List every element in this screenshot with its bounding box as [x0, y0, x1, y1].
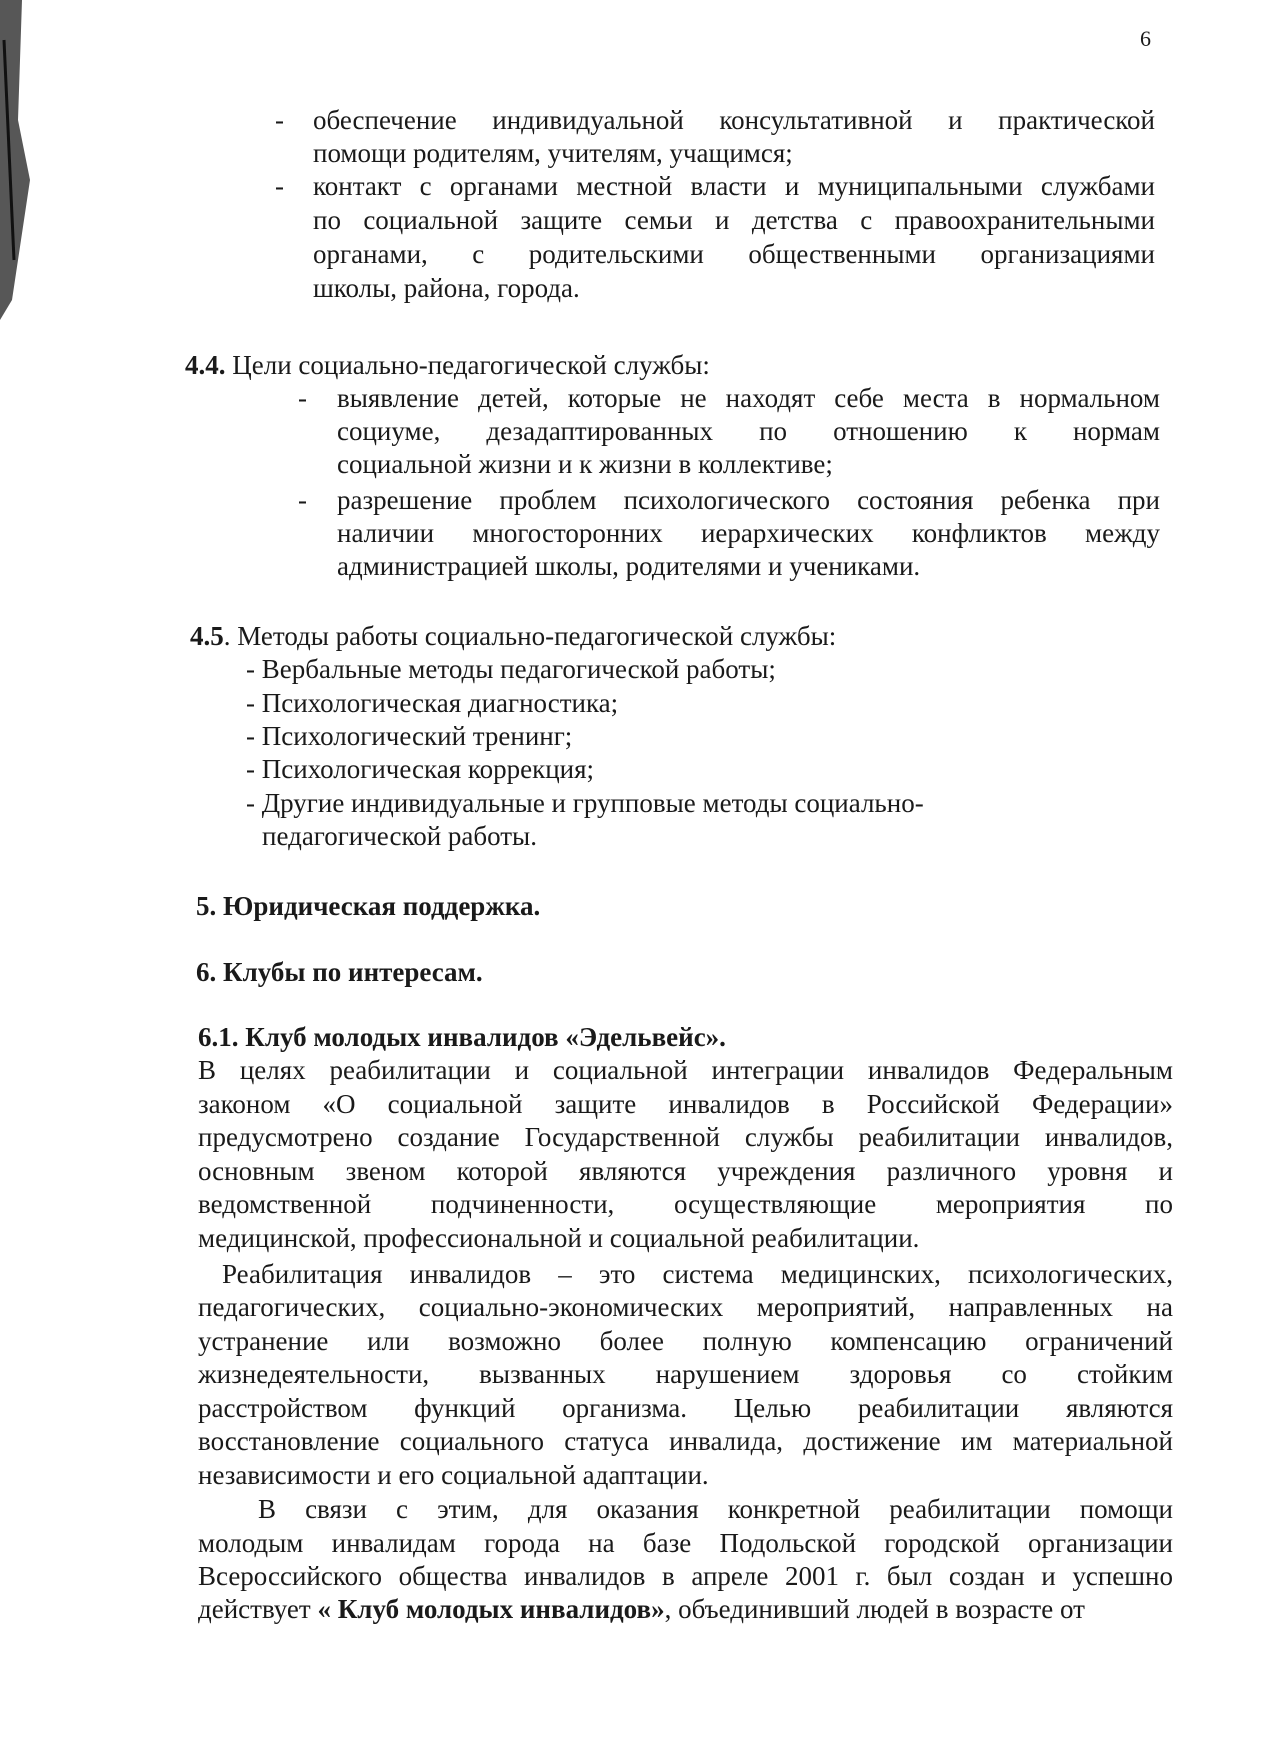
paragraph-line: молодым инвалидам города на базе Подольской городской организации	[198, 1528, 1173, 1558]
section-title: . Методы работы социально-педагогической службы:	[223, 621, 837, 651]
list-item-line: наличии многосторонних иерархических конфликтов между	[337, 518, 1160, 548]
list-item-line: администрацией школы, родителями и учениками.	[337, 551, 921, 581]
list-item-line: обеспечение индивидуальной консультативной и практической	[313, 105, 1155, 135]
list-item-line: школы, района, города.	[313, 273, 580, 303]
method-item: - Вербальные методы педагогической работы;	[246, 654, 776, 684]
text-fragment: действует	[198, 1594, 318, 1624]
section-4-4-heading	[185, 348, 710, 382]
list-bullet: -	[275, 171, 284, 201]
scan-edge-artifact	[0, 0, 40, 360]
paragraph-line: медицинской, профессиональной и социальной реабилитации.	[198, 1223, 920, 1253]
list-item-line: выявление детей, которые не находят себе места в нормальном	[337, 383, 1160, 413]
paragraph-line: В целях реабилитации и социальной интеграции инвалидов Федеральным	[198, 1055, 1173, 1085]
section-number: 4.4.	[185, 350, 226, 380]
list-item-line: социуме, дезадаптированных по отношению к нормам	[337, 416, 1160, 446]
paragraph-line: педагогических, социально-экономических мероприятий, направленных на	[198, 1292, 1173, 1322]
method-item: - Психологическая диагностика;	[246, 688, 619, 718]
paragraph-line: В связи с этим, для оказания конкретной реабилитации помощи	[258, 1494, 1173, 1524]
paragraph-line: ведомственной подчиненности, осуществляющие мероприятия по	[198, 1189, 1173, 1219]
list-bullet: -	[298, 383, 307, 413]
paragraph-line: Всероссийского общества инвалидов в апреле 2001 г. был создан и успешно	[198, 1561, 1173, 1591]
list-item-line: помощи родителям, учителям, учащимся;	[313, 138, 793, 168]
list-bullet: -	[275, 105, 284, 135]
paragraph-line: устранение или возможно более полную компенсацию ограничений	[198, 1326, 1173, 1356]
paragraph-line: Реабилитация инвалидов – это система медицинских, психологических,	[222, 1259, 1173, 1289]
list-item-line: контакт с органами местной власти и муниципальными службами	[313, 171, 1155, 201]
list-bullet: -	[298, 485, 307, 515]
list-item-line: социальной жизни и к жизни в коллективе;	[337, 449, 833, 479]
section-6-1-heading: 6.1. Клуб молодых инвалидов «Эдельвейс».	[198, 1022, 726, 1052]
paragraph-line: законом «О социальной защите инвалидов в Российской Федерации»	[198, 1089, 1173, 1119]
paragraph-line: расстройством функций организма. Целью реабилитации являются	[198, 1393, 1173, 1423]
paragraph-line: жизнедеятельности, вызванных нарушением здоровья со стойким	[198, 1359, 1173, 1389]
method-item: педагогической работы.	[262, 821, 537, 851]
paragraph-line	[198, 1592, 1085, 1626]
section-4-5-heading	[190, 619, 836, 653]
page-number: 6	[1140, 26, 1151, 51]
method-item: - Психологический тренинг;	[246, 721, 573, 751]
paragraph-line: основным звеном которой являются учреждения различного уровня и	[198, 1156, 1173, 1186]
list-item-line: разрешение проблем психологического состояния ребенка при	[337, 485, 1160, 515]
list-item-line: по социальной защите семьи и детства с правоохранительными	[313, 205, 1155, 235]
paragraph-line: восстановление социального статуса инвалида, достижение им материальной	[198, 1426, 1173, 1456]
section-title: Цели социально-педагогической службы:	[232, 350, 710, 380]
paragraph-line: независимости и его социальной адаптации.	[198, 1460, 709, 1490]
paragraph-line: предусмотрено создание Государственной службы реабилитации инвалидов,	[198, 1122, 1173, 1152]
list-item-line: органами, с родительскими общественными организациями	[313, 239, 1155, 269]
club-name: « Клуб молодых инвалидов»	[317, 1594, 665, 1624]
section-6-heading: 6. Клубы по интересам.	[196, 957, 483, 987]
section-number: 4.5	[190, 621, 224, 651]
method-item: - Другие индивидуальные и групповые методы социально-	[246, 788, 924, 818]
text-fragment: , объединивший людей в возрасте от	[664, 1594, 1085, 1624]
method-item: - Психологическая коррекция;	[246, 754, 595, 784]
section-5-heading: 5. Юридическая поддержка.	[196, 891, 541, 921]
